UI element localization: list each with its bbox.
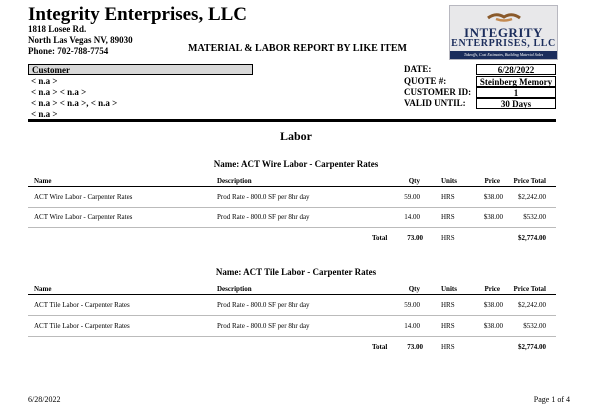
row-description: Prod Rate - 800.0 SF per 8hr day [217, 213, 310, 221]
row-qty: 14.00 [404, 322, 420, 330]
company-name: Integrity Enterprises, LLC [28, 4, 248, 25]
row-qty: 59.00 [404, 193, 420, 201]
customer-line: < n.a > < n.a > [31, 87, 87, 97]
row-price-total: $2,242.00 [518, 301, 546, 309]
company-logo [449, 5, 558, 60]
column-header-price: Price [484, 285, 500, 293]
quote-label: QUOTE #: [404, 76, 447, 86]
column-header-units: Units [441, 285, 457, 293]
row-price: $38.00 [483, 213, 503, 221]
row-description: Prod Rate - 800.0 SF per 8hr day [217, 193, 310, 201]
header-divider [28, 119, 556, 122]
report-title: MATERIAL & LABOR REPORT BY LIKE ITEM [188, 43, 407, 54]
row-units: HRS [441, 213, 455, 221]
row-price: $38.00 [483, 301, 503, 309]
total-units: HRS [441, 234, 455, 242]
total-qty: 73.00 [407, 234, 423, 242]
section-title: Labor [279, 129, 312, 143]
row-units: HRS [441, 193, 455, 201]
row-rule [28, 207, 556, 208]
company-address-line2: North Las Vegas NV, 89030 [28, 35, 133, 45]
column-header-name: Name [34, 285, 52, 293]
footer-date: 6/28/2022 [28, 395, 61, 404]
row-qty: 59.00 [404, 301, 420, 309]
valid-until-value: 30 Days [476, 98, 556, 109]
column-header-description: Description [217, 177, 252, 185]
company-phone: Phone: 702-788-7754 [28, 46, 109, 56]
row-rule [28, 227, 556, 228]
row-name: ACT Wire Labor - Carpenter Rates [34, 193, 133, 201]
row-rule [28, 315, 556, 316]
row-price: $38.00 [483, 322, 503, 330]
customer-line: < n.a > < n.a >, < n.a > [31, 98, 118, 108]
row-name: ACT Tile Labor - Carpenter Rates [34, 322, 130, 330]
handshake-icon [486, 10, 522, 24]
total-price-total: $2,774.00 [518, 343, 546, 351]
row-units: HRS [441, 322, 455, 330]
row-price-total: $532.00 [523, 213, 546, 221]
total-price-total: $2,774.00 [518, 234, 546, 242]
row-price: $38.00 [483, 193, 503, 201]
column-header-price-total: Price Total [513, 285, 546, 293]
row-qty: 14.00 [404, 213, 420, 221]
logo-line1: INTEGRITY [464, 25, 543, 40]
row-description: Prod Rate - 800.0 SF per 8hr day [217, 322, 310, 330]
quote-value: Steinberg Memory [476, 76, 556, 87]
customer-line: < n.a > [31, 109, 58, 119]
column-header-name: Name [34, 177, 52, 185]
group-title: Name: ACT Tile Labor - Carpenter Rates [215, 267, 377, 277]
customer-id-value: 1 [476, 87, 556, 98]
footer-page-number: Page 1 of 4 [533, 395, 570, 404]
row-price-total: $2,242.00 [518, 193, 546, 201]
company-address-line1: 1818 Losee Rd. [28, 24, 87, 34]
total-units: HRS [441, 343, 455, 351]
row-price-total: $532.00 [523, 322, 546, 330]
logo-tagline: Takeoffs, Cost Estimates, Building Material Sales [450, 51, 557, 59]
date-label: DATE: [404, 64, 432, 74]
column-header-price: Price [484, 177, 500, 185]
customer-line: < n.a > [31, 76, 58, 86]
row-rule [28, 336, 556, 337]
total-label: Total [372, 343, 388, 351]
row-description: Prod Rate - 800.0 SF per 8hr day [217, 301, 310, 309]
date-value: 6/28/2022 [476, 64, 556, 75]
row-units: HRS [441, 301, 455, 309]
customer-id-label: CUSTOMER ID: [404, 87, 472, 97]
table-header-rule [28, 186, 556, 187]
valid-until-label: VALID UNTIL: [404, 98, 466, 108]
row-name: ACT Wire Labor - Carpenter Rates [34, 213, 133, 221]
customer-header: Customer [28, 64, 253, 75]
row-name: ACT Tile Labor - Carpenter Rates [34, 301, 130, 309]
column-header-qty: Qty [408, 177, 420, 185]
column-header-qty: Qty [408, 285, 420, 293]
group-title: Name: ACT Wire Labor - Carpenter Rates [213, 159, 379, 169]
column-header-units: Units [441, 177, 457, 185]
total-qty: 73.00 [407, 343, 423, 351]
column-header-description: Description [217, 285, 252, 293]
column-header-price-total: Price Total [513, 177, 546, 185]
total-label: Total [372, 234, 388, 242]
table-header-rule [28, 294, 556, 295]
logo-line2: ENTERPRISES, LLC [451, 38, 556, 49]
